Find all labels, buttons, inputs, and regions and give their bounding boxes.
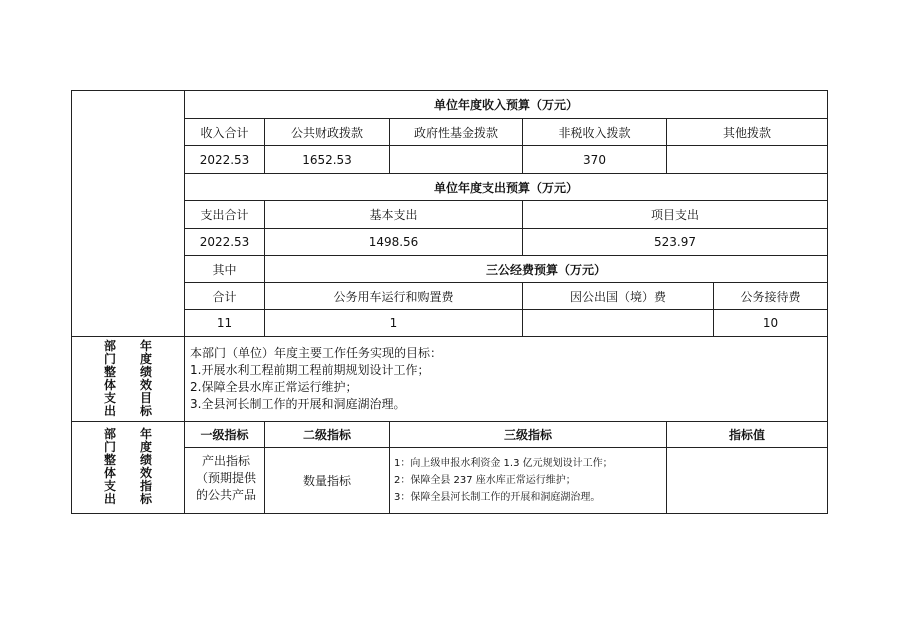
income-value-public: 1652.53 <box>302 152 352 167</box>
three-public-prefix: 其中 <box>212 262 237 277</box>
three-public-header-total: 合计 <box>212 289 237 304</box>
goals-text <box>190 345 442 413</box>
indicators-level3-line-1: 1：向上级申报水利资金 1.3 亿元规划设计工作； <box>394 458 613 469</box>
indicators-side-left: 部门整体支出 <box>103 427 116 506</box>
indicators-level1-line-3: 的公共产品 <box>195 488 256 502</box>
income-header-fund: 政府性基金拨款 <box>413 125 498 140</box>
three-public-header-abroad: 因公出国（境）费 <box>569 289 666 304</box>
goals-line-4: 3.全县河长制工作的开展和洞庭湖治理。 <box>190 397 406 411</box>
goals-line-1: 本部门（单位）年度主要工作任务实现的目标： <box>190 346 443 360</box>
indicators-level3-line-2: 2：保障全县 237 座水库正常运行维护； <box>394 475 576 486</box>
indicators-level2: 数量指标 <box>302 474 351 488</box>
indicators-level1-line-1: 产出指标 <box>201 454 250 468</box>
indicators-header-level3: 三级指标 <box>503 428 552 442</box>
expense-header-project: 项目支出 <box>650 208 699 222</box>
indicators-header-level1: 一级指标 <box>200 428 249 442</box>
indicators-header-value: 指标值 <box>728 428 765 442</box>
rule-left <box>71 90 72 514</box>
three-public-header-reception: 公务接待费 <box>740 289 801 304</box>
goals-side-right: 年度绩效目标 <box>139 339 152 418</box>
expense-header-basic: 基本支出 <box>369 208 418 222</box>
goals-side-left: 部门整体支出 <box>103 339 116 418</box>
expense-value-project: 523.97 <box>654 235 696 249</box>
indicators-level1 <box>190 453 262 504</box>
three-public-value-vehicle: 1 <box>389 316 398 330</box>
three-public-title: 三公经费预算（万元） <box>485 262 606 277</box>
goals-line-2: 1.开展水利工程前期工程前期规划设计工作； <box>190 363 430 377</box>
indicators-header-level2: 二级指标 <box>302 428 351 442</box>
indicators-side-right: 年度绩效指标 <box>139 427 152 506</box>
indicators-level1-line-2: （预期提供 <box>195 471 256 485</box>
three-public-value-reception: 10 <box>762 316 779 330</box>
three-public-value-abroad <box>523 310 713 336</box>
income-value-other <box>667 146 827 173</box>
three-public-value-total: 11 <box>216 316 233 330</box>
rule-right <box>827 90 828 514</box>
income-header-other: 其他拨款 <box>722 125 771 140</box>
expense-value-total: 2022.53 <box>199 235 250 249</box>
income-value-total: 2022.53 <box>199 152 250 167</box>
expense-title: 单位年度支出预算（万元） <box>433 180 578 195</box>
income-value-nontax: 370 <box>583 152 606 167</box>
indicators-level3 <box>394 455 613 506</box>
income-header-total: 收入合计 <box>200 125 249 140</box>
indicators-level3-line-3: 3：保障全县河长制工作的开展和洞庭湖治理。 <box>394 492 601 503</box>
expense-header-total: 支出合计 <box>200 208 249 222</box>
expense-value-basic: 1498.56 <box>368 235 419 249</box>
income-value-fund <box>390 146 522 173</box>
rule-goals-top <box>71 336 828 337</box>
income-header-nontax: 非税收入拨款 <box>558 125 631 140</box>
indicators-value <box>667 448 827 513</box>
income-title: 单位年度收入预算（万元） <box>433 98 578 112</box>
goals-line-3: 2.保障全县水库正常运行维护； <box>190 380 358 394</box>
three-public-header-vehicle: 公务用车运行和购置费 <box>333 289 454 304</box>
income-header-public: 公共财政拨款 <box>290 125 363 140</box>
